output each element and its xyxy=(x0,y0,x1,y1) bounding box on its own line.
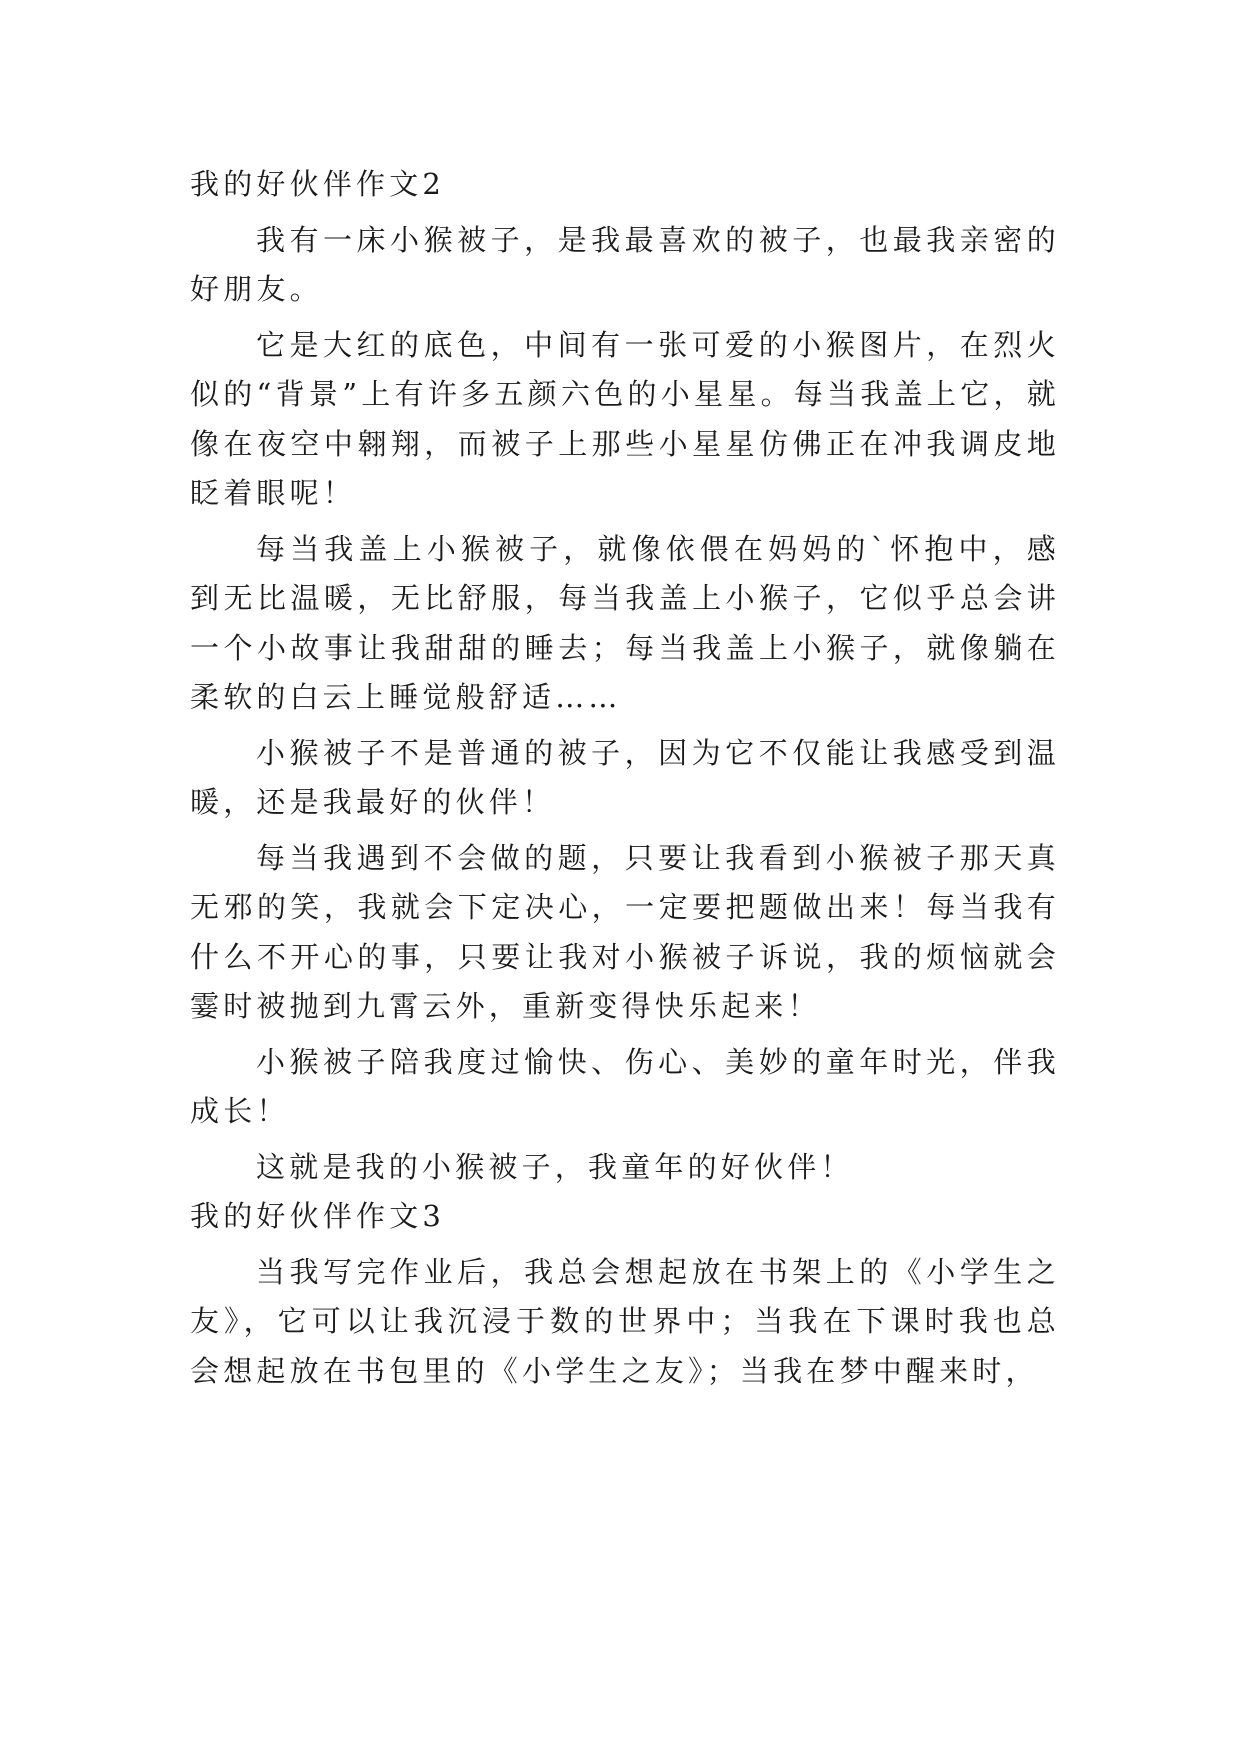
paragraph: 每当我盖上小猴被子，就像依偎在妈妈的`怀抱中，感到无比温暖，无比舒服，每当我盖上小猴子，它似乎总会讲一个小故事让我甜甜的睡去；每当我盖上小猴子，就像躺在柔软的白云上睡觉般舒适…… xyxy=(190,531,1060,714)
paragraph: 它是大红的底色，中间有一张可爱的小猴图片，在烈火似的“背景”上有许多五颜六色的小星星。每当我盖上它，就像在夜空中翱翔，而被子上那些小星星仿佛正在冲我调皮地眨着眼呢！ xyxy=(190,327,1060,510)
paragraph: 当我写完作业后，我总会想起放在书架上的《小学生之友》，它可以让我沉浸于数的世界中；当我在下课时我也总会想起放在书包里的《小学生之友》；当我在梦中醒来时， xyxy=(190,1254,1060,1388)
paragraph: 我有一床小猴被子，是我最喜欢的被子，也最我亲密的好朋友。 xyxy=(190,222,1060,306)
essay-heading: 我的好伙伴作文3 xyxy=(190,1199,446,1233)
document-page xyxy=(190,160,1060,1396)
paragraph: 小猴被子不是普通的被子，因为它不仅能让我感受到温暖，还是我最好的伙伴！ xyxy=(190,735,1060,819)
essay-heading: 我的好伙伴作文2 xyxy=(190,167,446,201)
paragraph: 小猴被子陪我度过愉快、伤心、美妙的童年时光，伴我成长！ xyxy=(190,1044,1060,1128)
essay-section-2 xyxy=(190,160,1060,1192)
paragraph: 这就是我的小猴被子，我童年的好伙伴！ xyxy=(256,1149,854,1184)
essay-section-3 xyxy=(190,1192,1060,1396)
paragraph: 每当我遇到不会做的题，只要让我看到小猴被子那天真无邪的笑，我就会下定决心，一定要把题做出来！每当我有什么不开心的事，只要让我对小猴被子诉说，我的烦恼就会霎时被抛到九霄云外，重新变得快乐起来！ xyxy=(190,840,1060,1023)
